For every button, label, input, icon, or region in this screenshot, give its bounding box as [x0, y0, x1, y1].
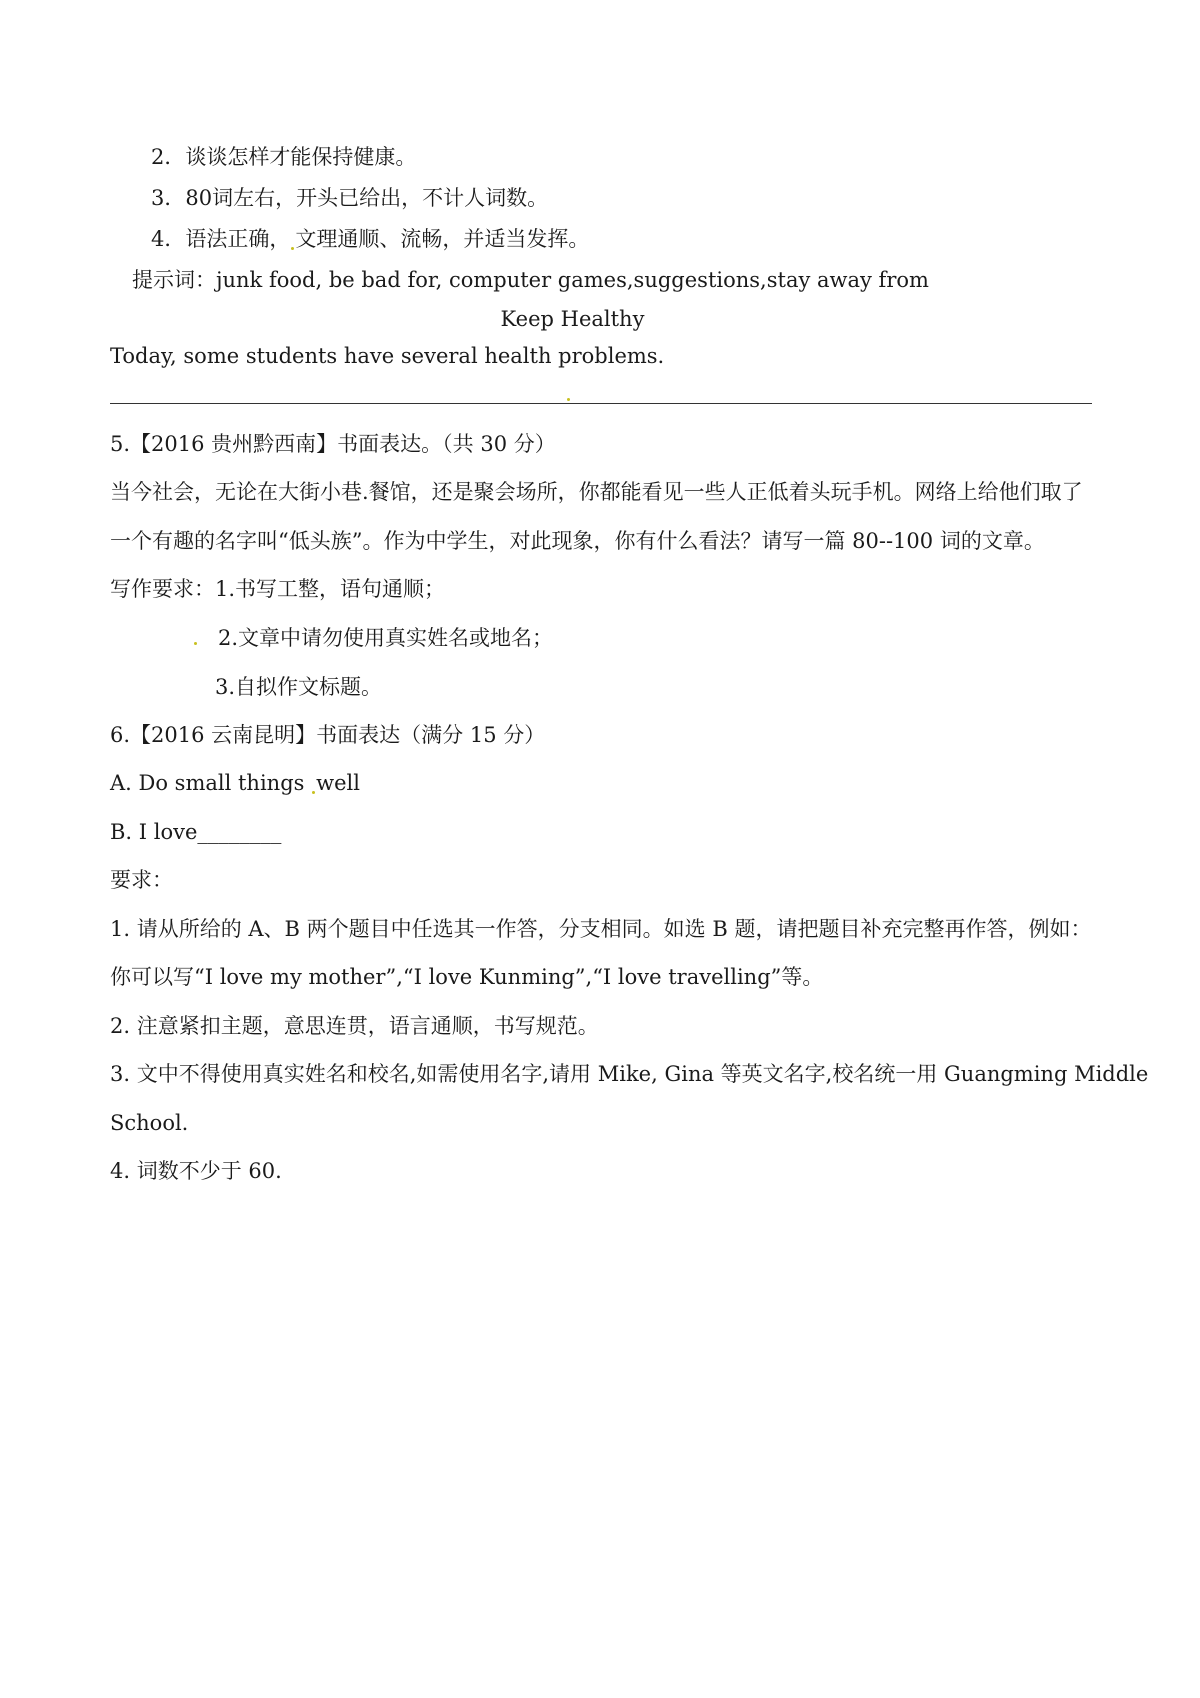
- q4-requirement-4-part-b: 文理通顺、流畅，并适当发挥。: [295, 227, 590, 251]
- q6-option-a: [110, 771, 360, 796]
- q4-requirement-3: 3．80词左右，开头已给出，不计人词数。: [151, 186, 549, 210]
- q5-heading: 5.【2016 贵州黔西南】书面表达。（共 30 分）: [110, 432, 556, 456]
- q5-requirements-label: 写作要求：1.书写工整，语句通顺；: [110, 577, 446, 601]
- q4-writing-line: [110, 403, 1092, 404]
- q4-requirement-2: 2．谈谈怎样才能保持健康。: [151, 145, 417, 169]
- q6-requirement-2: 2. 注意紧扣主题，意思连贯，语言通顺，书写规范。: [110, 1014, 599, 1038]
- q4-requirement-4: [151, 227, 589, 252]
- stray-dot-icon: [312, 791, 315, 794]
- q6-requirement-1-line-2: 你可以写“I love my mother”,“I love Kunming”,“I love travelling”等。: [110, 965, 824, 989]
- q6-requirement-3-line-1: 3. 文中不得使用真实姓名和校名,如需使用名字,请用 Mike, Gina 等英文名字,校名统一用 Guangming Middle: [110, 1062, 1149, 1086]
- q6-option-a-part-2: well: [316, 771, 360, 795]
- q6-requirement-1-line-1: 1. 请从所给的 A、B 两个题目中任选其一作答，分支相同。如选 B 题，请把题目补充完整再作答，例如：: [110, 917, 1092, 941]
- q4-requirement-4-part-a: 4．语法正确，: [151, 227, 291, 251]
- q6-requirements-label: 要求：: [110, 868, 173, 892]
- q4-essay-title: Keep Healthy: [500, 307, 645, 331]
- stray-dot-icon: [194, 642, 197, 645]
- q4-essay-opening: Today, some students have several health problems.: [110, 344, 665, 368]
- stray-dot-icon: [291, 247, 294, 250]
- q5-requirement-3: 3.自拟作文标题。: [215, 675, 383, 699]
- q4-hint-words: 提示词：junk food, be bad for, computer games,suggestions,stay away from: [132, 268, 929, 292]
- q5-prompt-line-1: 当今社会，无论在大街小巷.餐馆，还是聚会场所，你都能看见一些人正低着头玩手机。网络上给他们取了: [110, 480, 1083, 504]
- q6-option-b: B. I love________: [110, 820, 282, 844]
- q6-option-a-part-1: A. Do small things: [110, 771, 305, 795]
- stray-dot-icon: [567, 398, 570, 401]
- q5-requirement-2: 2.文章中请勿使用真实姓名或地名；: [218, 626, 554, 650]
- q6-requirement-4: 4. 词数不少于 60.: [110, 1159, 282, 1183]
- q5-prompt-line-2: 一个有趣的名字叫“低头族”。作为中学生，对此现象，你有什么看法？请写一篇 80--100 词的文章。: [110, 529, 1045, 553]
- q6-heading: 6.【2016 云南昆明】书面表达（满分 15 分）: [110, 723, 546, 747]
- q6-requirement-3-line-2: School.: [110, 1111, 189, 1135]
